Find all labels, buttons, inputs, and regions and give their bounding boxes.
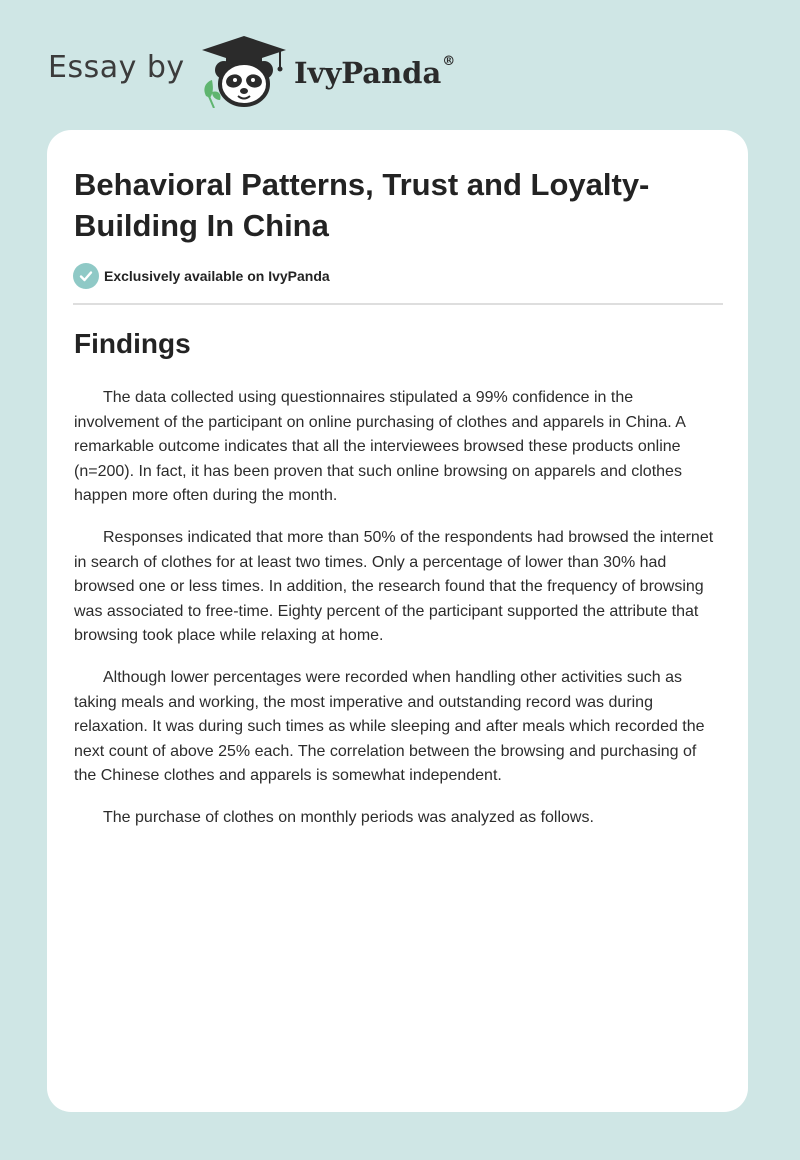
article-body [74,386,722,848]
site-header [48,34,508,114]
section-heading: Findings [74,328,191,359]
divider [73,303,723,305]
checkmark-icon [73,263,99,289]
paragraph: The data collected using questionnaires stipulated a 99% confidence in the involvement of the participant on online purchasing of clothes and apparels in China. A remarkable outcome indicates that all the interviewees browsed these products online (n=200). In fact, it has been proven that such online browsing on apparels and clothes happen more often during the month. [74,389,686,505]
brand-name[interactable]: IvyPanda® [294,54,456,90]
registered-mark: ® [442,54,456,69]
exclusive-badge-label: Exclusively available on IvyPanda [104,268,330,284]
article-card [47,130,748,1112]
paragraph: Although lower percentages were recorded when handling other activities such as taking meals and working, the most imperative and outstanding record was during relaxation. It was during such times as while sleeping and after meals which recorded the next count of above 25% each. The correlation between the browsing and purchasing of the Chinese clothes and apparels is somewhat independent. [74,668,705,785]
paragraph: Responses indicated that more than 50% of the respondents had browsed the internet in search of clothes for at least two times. Only a percentage of lower than 30% had browsed one or less times. In addition, the research found that the frequency of browsing was associated to free-time. Eighty percent of the participant supported the attribute that browsing took place while relaxing at home. [74,528,714,645]
essay-by-label: Essay by [48,50,185,85]
paragraph: The purchase of clothes on monthly periods was analyzed as follows. [103,808,594,826]
panda-graduate-icon[interactable] [200,34,290,108]
exclusive-badge [73,263,330,289]
article-title: Behavioral Patterns, Trust and Loyalty-Building In China [74,167,650,243]
